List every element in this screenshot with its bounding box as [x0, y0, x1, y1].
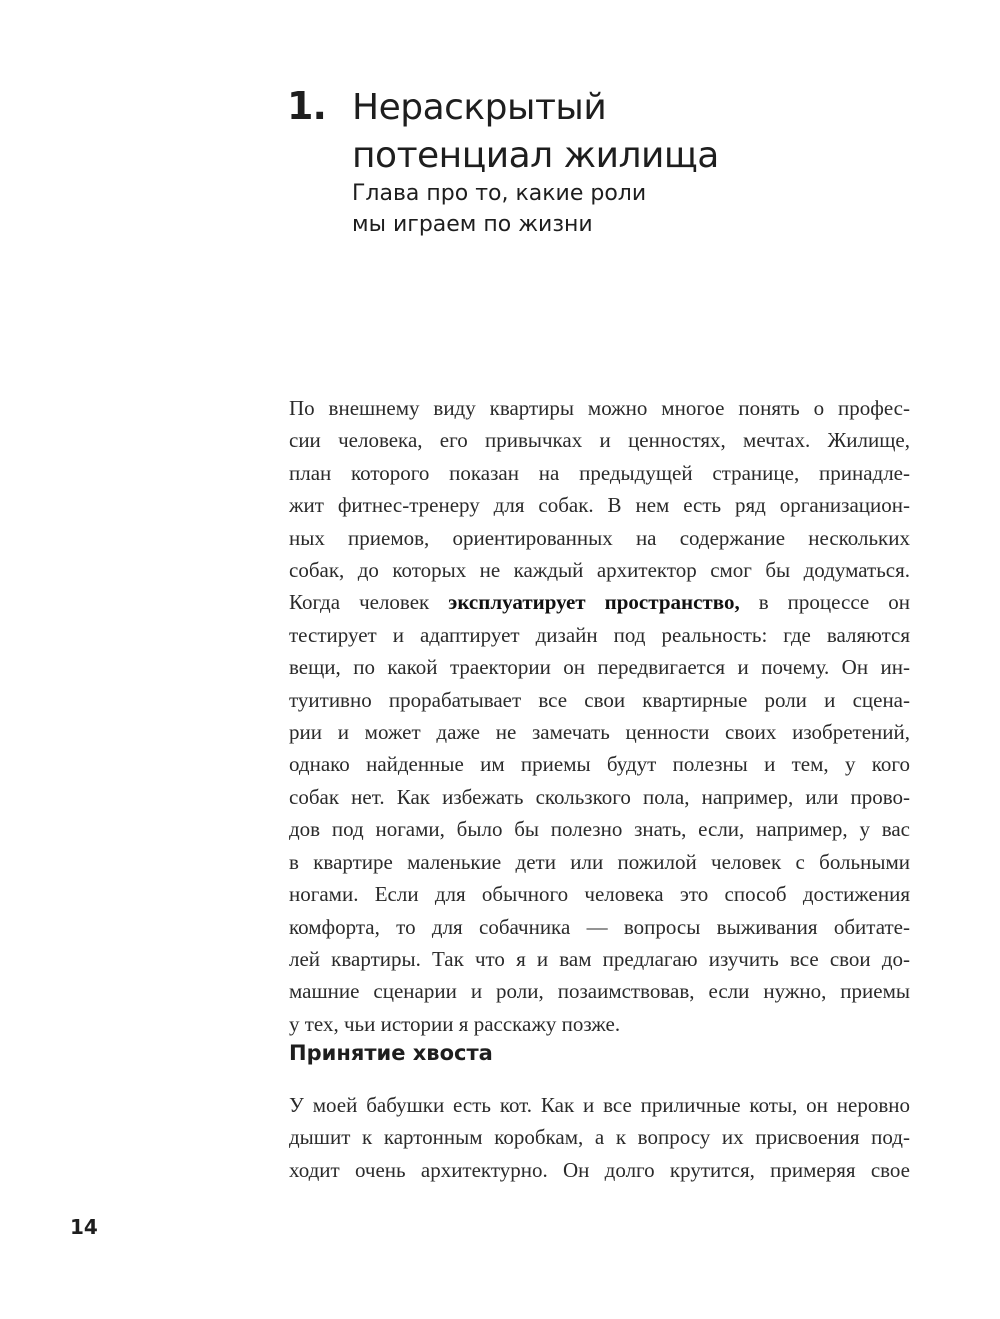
- bold-emphasis: эксплуатирует пространство,: [448, 590, 740, 615]
- text-line: дышит к картонным коробкам, а к вопросу их присвоения под-: [289, 1125, 910, 1150]
- text-line: жит фитнес-тренеру для собак. В нем есть ряд организацион-: [289, 493, 910, 518]
- text-line: ных приемов, ориентированных на содержание нескольких: [289, 525, 910, 550]
- text-line: собак нет. Как избежать скользкого пола, например, или прово-: [289, 784, 910, 809]
- text-line: в квартире маленькие дети или пожилой человек с больными: [289, 849, 910, 874]
- text-segment: в процессе он: [739, 590, 910, 615]
- text-line: собак, до которых не каждый архитектор смог бы додуматься.: [289, 558, 910, 583]
- text-line: У моей бабушки есть кот. Как и все приличные коты, он неровно: [289, 1093, 910, 1117]
- text-line: план которого показан на предыдущей странице, принадле-: [289, 460, 910, 485]
- text-line: рии и может даже не замечать ценности своих изобретений,: [289, 720, 910, 745]
- text-line: комфорта, то для собачника — вопросы выживания обитате-: [289, 914, 910, 939]
- chapter-title-line: потенциал жилища: [352, 135, 719, 176]
- chapter-subtitle-line: Глава про то, какие роли: [352, 181, 647, 206]
- section-paragraph: [289, 1089, 910, 1186]
- text-line: однако найденные им приемы будут полезны и тем, у кого: [289, 752, 910, 777]
- text-line: ногами. Если для обычного человека это способ достижения: [289, 882, 910, 907]
- text-line: вещи, по какой траектории он передвигается и почему. Он ин-: [289, 655, 910, 680]
- text-segment: Когда человек: [289, 590, 449, 615]
- body-paragraph: [289, 392, 910, 1040]
- text-line: ходит очень архитектурно. Он долго крутится, примеряя свое: [289, 1157, 910, 1182]
- section-heading: Принятие хвоста: [289, 1041, 493, 1065]
- chapter-number: 1.: [287, 84, 326, 128]
- text-line: сии человека, его привычках и ценностях, мечтах. Жилище,: [289, 428, 910, 453]
- text-line: лей квартиры. Так что я и вам предлагаю изучить все свои до-: [289, 946, 910, 971]
- text-line: дов под ногами, было бы полезно знать, если, например, у вас: [289, 817, 910, 842]
- text-line: [289, 586, 910, 618]
- page-number: 14: [70, 1215, 98, 1239]
- chapter-title-line: Нераскрытый: [352, 87, 607, 128]
- chapter-subtitle: [352, 178, 646, 240]
- text-line: тестирует и адаптирует дизайн под реальность: где валяются: [289, 622, 910, 647]
- chapter-subtitle-line: мы играем по жизни: [352, 212, 593, 237]
- text-line: у тех, чьи истории я расскажу позже.: [289, 1011, 621, 1036]
- text-line: По внешнему виду квартиры можно многое понять о профес-: [289, 396, 910, 420]
- chapter-title: [352, 84, 719, 180]
- text-line: машние сценарии и роли, позаимствовав, если нужно, приемы: [289, 979, 910, 1004]
- text-line: туитивно прорабатывает все свои квартирные роли и сцена-: [289, 687, 910, 712]
